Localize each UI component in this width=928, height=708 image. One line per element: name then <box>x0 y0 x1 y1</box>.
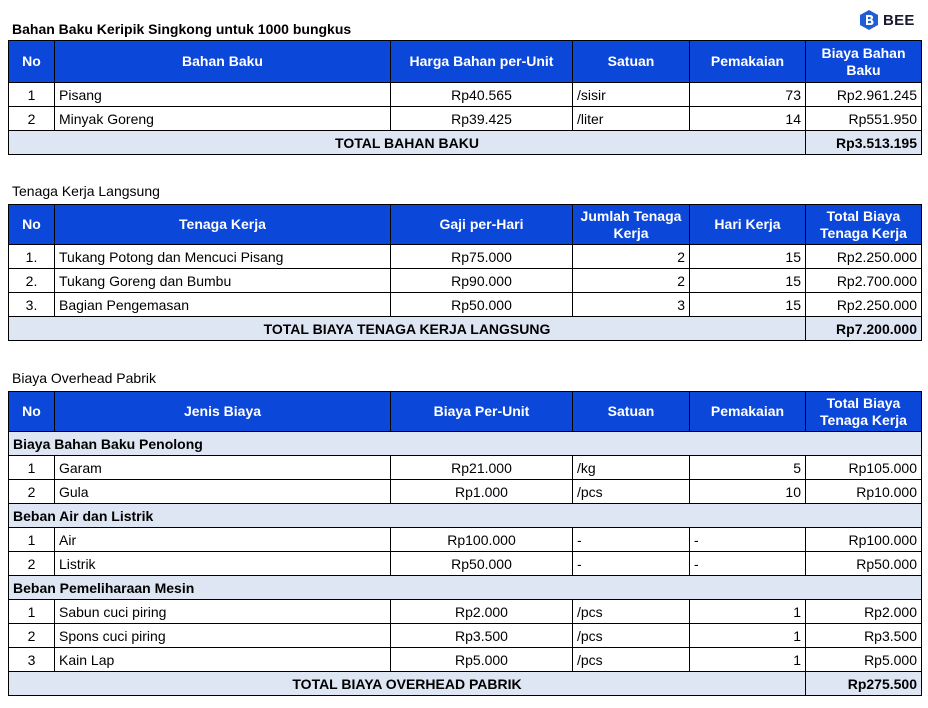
cell-count: 2 <box>573 269 690 293</box>
col-header-tenaga-kerja: Tenaga Kerja <box>55 205 391 245</box>
group-label: Biaya Bahan Baku Penolong <box>9 432 922 456</box>
col-header-satuan: Satuan <box>573 392 690 432</box>
cell-no: 2. <box>9 269 55 293</box>
col-header-satuan: Satuan <box>573 41 690 83</box>
overhead-table <box>8 391 922 696</box>
table-row <box>9 648 922 672</box>
table-row <box>9 107 922 131</box>
cell-count: 3 <box>573 293 690 317</box>
col-header-bahan-baku: Bahan Baku <box>55 41 391 83</box>
table-row <box>9 456 922 480</box>
cell-usage: 5 <box>690 456 806 480</box>
brand-logo <box>859 9 915 31</box>
col-header-jumlah: Jumlah Tenaga Kerja <box>573 205 690 245</box>
total-value: Rp3.513.195 <box>806 131 922 155</box>
cell-unit: - <box>573 552 690 576</box>
cell-cost: Rp50.000 <box>806 552 922 576</box>
cell-item: Air <box>55 528 391 552</box>
cell-price: Rp50.000 <box>391 293 573 317</box>
cell-item: Garam <box>55 456 391 480</box>
group-label: Beban Pemeliharaan Mesin <box>9 576 922 600</box>
cell-days: 15 <box>690 269 806 293</box>
cell-no: 2 <box>9 624 55 648</box>
cell-price: Rp40.565 <box>391 83 573 107</box>
cell-unit: /kg <box>573 456 690 480</box>
table-row <box>9 480 922 504</box>
cell-item: Tukang Goreng dan Bumbu <box>55 269 391 293</box>
table-row <box>9 245 922 269</box>
total-label: TOTAL BAHAN BAKU <box>9 131 806 155</box>
table-row <box>9 552 922 576</box>
col-header-no: No <box>9 41 55 83</box>
cell-usage: 1 <box>690 648 806 672</box>
col-header-gaji: Gaji per-Hari <box>391 205 573 245</box>
group-row <box>9 576 922 600</box>
total-label: TOTAL BIAYA TENAGA KERJA LANGSUNG <box>9 317 806 341</box>
total-label: TOTAL BIAYA OVERHEAD PABRIK <box>9 672 806 696</box>
cell-cost: Rp551.950 <box>806 107 922 131</box>
bahan-baku-title: Bahan Baku Keripik Singkong untuk 1000 bungkus <box>12 21 352 37</box>
cell-no: 1 <box>9 528 55 552</box>
table-header-row <box>9 392 922 432</box>
table-row <box>9 269 922 293</box>
cell-cost: Rp5.000 <box>806 648 922 672</box>
cell-item: Minyak Goreng <box>55 107 391 131</box>
cell-unit: /pcs <box>573 600 690 624</box>
col-header-no: No <box>9 205 55 245</box>
cell-usage: - <box>690 528 806 552</box>
table-header-row <box>9 41 922 83</box>
cell-no: 1. <box>9 245 55 269</box>
col-header-biaya-per-unit: Biaya Per-Unit <box>391 392 573 432</box>
cell-cost: Rp100.000 <box>806 528 922 552</box>
cell-unit: - <box>573 528 690 552</box>
bahan-baku-table <box>8 40 922 155</box>
total-value: Rp275.500 <box>806 672 922 696</box>
table-row <box>9 624 922 648</box>
table-header-row <box>9 205 922 245</box>
tenaga-kerja-table <box>8 204 922 341</box>
total-row <box>9 317 922 341</box>
table-row <box>9 293 922 317</box>
col-header-pemakaian: Pemakaian <box>690 392 806 432</box>
cell-item: Listrik <box>55 552 391 576</box>
overhead-title: Biaya Overhead Pabrik <box>12 370 156 386</box>
cell-item: Pisang <box>55 83 391 107</box>
cell-price: Rp3.500 <box>391 624 573 648</box>
cell-unit: /liter <box>573 107 690 131</box>
cell-no: 1 <box>9 600 55 624</box>
cell-usage: - <box>690 552 806 576</box>
cell-cost: Rp105.000 <box>806 456 922 480</box>
table-row <box>9 528 922 552</box>
cell-price: Rp75.000 <box>391 245 573 269</box>
cell-cost: Rp2.961.245 <box>806 83 922 107</box>
cell-unit: /pcs <box>573 624 690 648</box>
cell-usage: 10 <box>690 480 806 504</box>
group-row <box>9 432 922 456</box>
col-header-jenis-biaya: Jenis Biaya <box>55 392 391 432</box>
cell-item: Gula <box>55 480 391 504</box>
brand-name: BEE <box>883 11 915 29</box>
cell-price: Rp2.000 <box>391 600 573 624</box>
cell-no: 3 <box>9 648 55 672</box>
cell-price: Rp39.425 <box>391 107 573 131</box>
total-value: Rp7.200.000 <box>806 317 922 341</box>
cell-item: Spons cuci piring <box>55 624 391 648</box>
cell-unit: /pcs <box>573 648 690 672</box>
cell-no: 2 <box>9 552 55 576</box>
cell-cost: Rp10.000 <box>806 480 922 504</box>
group-row <box>9 504 922 528</box>
cell-days: 15 <box>690 245 806 269</box>
group-label: Beban Air dan Listrik <box>9 504 922 528</box>
cell-cost: Rp2.000 <box>806 600 922 624</box>
cell-price: Rp5.000 <box>391 648 573 672</box>
col-header-biaya: Biaya Bahan Baku <box>806 41 922 83</box>
cell-usage: 1 <box>690 624 806 648</box>
cell-cost: Rp2.700.000 <box>806 269 922 293</box>
cell-item: Tukang Potong dan Mencuci Pisang <box>55 245 391 269</box>
cell-no: 3. <box>9 293 55 317</box>
table-row <box>9 600 922 624</box>
cell-item: Bagian Pengemasan <box>55 293 391 317</box>
cell-usage: 14 <box>690 107 806 131</box>
cell-unit: /sisir <box>573 83 690 107</box>
cell-count: 2 <box>573 245 690 269</box>
cell-item: Sabun cuci piring <box>55 600 391 624</box>
cell-no: 2 <box>9 480 55 504</box>
cell-usage: 1 <box>690 600 806 624</box>
cell-item: Kain Lap <box>55 648 391 672</box>
cell-price: Rp1.000 <box>391 480 573 504</box>
col-header-total-biaya: Total Biaya Tenaga Kerja <box>806 392 922 432</box>
bee-hexagon-icon <box>859 9 879 31</box>
total-row <box>9 131 922 155</box>
cell-no: 2 <box>9 107 55 131</box>
col-header-no: No <box>9 392 55 432</box>
cell-usage: 73 <box>690 83 806 107</box>
cell-cost: Rp2.250.000 <box>806 293 922 317</box>
table-row <box>9 83 922 107</box>
cell-cost: Rp3.500 <box>806 624 922 648</box>
cell-price: Rp100.000 <box>391 528 573 552</box>
cell-price: Rp90.000 <box>391 269 573 293</box>
cell-cost: Rp2.250.000 <box>806 245 922 269</box>
tenaga-kerja-title: Tenaga Kerja Langsung <box>12 183 160 199</box>
cell-no: 1 <box>9 456 55 480</box>
cell-days: 15 <box>690 293 806 317</box>
cell-price: Rp50.000 <box>391 552 573 576</box>
cell-price: Rp21.000 <box>391 456 573 480</box>
col-header-total-biaya: Total Biaya Tenaga Kerja <box>806 205 922 245</box>
cell-unit: /pcs <box>573 480 690 504</box>
cell-no: 1 <box>9 83 55 107</box>
total-row <box>9 672 922 696</box>
col-header-hari-kerja: Hari Kerja <box>690 205 806 245</box>
col-header-harga: Harga Bahan per-Unit <box>391 41 573 83</box>
col-header-pemakaian: Pemakaian <box>690 41 806 83</box>
